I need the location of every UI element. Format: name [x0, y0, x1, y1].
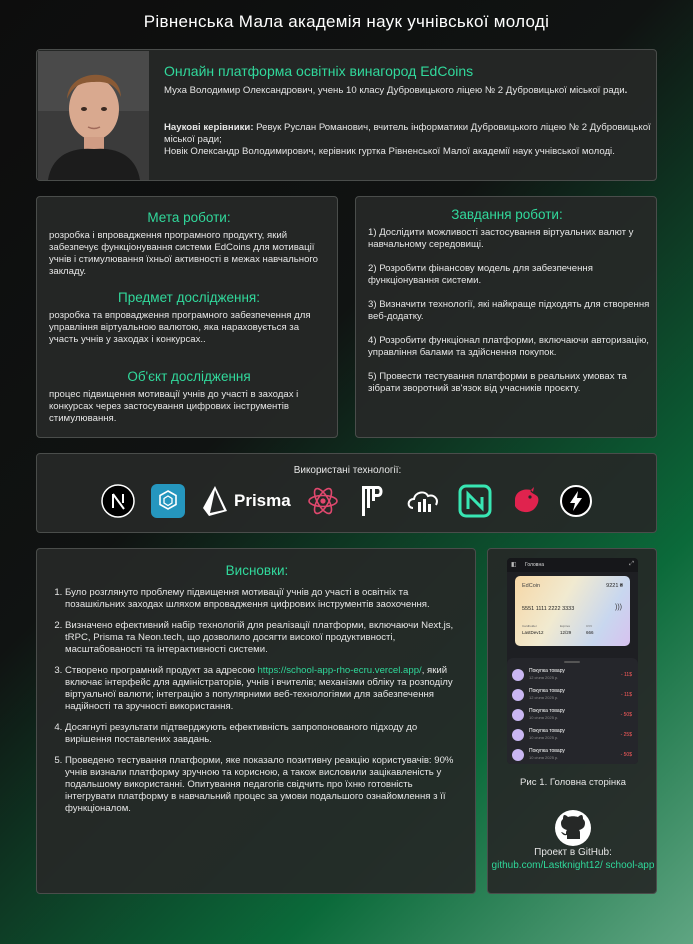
trpc-icon: [150, 483, 186, 519]
edcoin-card: EdCoin 9221 ₴ 5551 1111 2222 3333 ))) Cardholder LastDev12 Expires 12/29 CVV 666: [515, 576, 630, 646]
react-icon: [305, 483, 341, 519]
conclusion-item: 2. Визначено ефективний набір технологій для реалізації платформи, включаючи Next.js, tRPC, Prisma та Neon.tech, що дозволило досягти високої продуктивності, масштабованості та інтерактивності системи.: [65, 620, 465, 656]
object-title: Об'єкт дослідження: [127, 369, 251, 384]
github-label: Проект в GitHub:: [534, 847, 612, 858]
supervisor-1: Ревук Руслан Романович, вчитель інформатики Дубровицького ліцею № 2 Дубровицької міської ради;: [164, 122, 651, 145]
goal-text: розробка і впровадження програмного продукту, який забезпечує функціонування системи EdCoins для мотивації учнів і стимулювання їхньої активності в межах навчального закладу.: [49, 230, 319, 277]
subject-title: Предмет дослідження:: [118, 290, 260, 305]
header-card: [36, 49, 657, 181]
tasks-card: [355, 196, 657, 438]
planetscale-icon: [355, 483, 391, 519]
conclusion-item: 4. Досягнуті результати підтверджують ефективність запропонованого підходу до вирішення поставлених завдань.: [65, 722, 465, 746]
transaction-row: Покупка товару 12 січня 2025 р. - 11$: [507, 686, 638, 705]
prisma-icon: [200, 483, 296, 519]
figure-caption: Рис 1. Головна сторінка: [520, 777, 626, 788]
app-header-title: Головна: [525, 562, 544, 568]
cart-icon: [512, 669, 524, 681]
contactless-icon: ))): [615, 604, 622, 611]
supervisors-label: Наукові керівники:: [164, 122, 254, 133]
card-number: 5551 1111 2222 3333: [522, 606, 575, 612]
author-photo: [38, 51, 149, 180]
app-screenshot: [507, 558, 638, 764]
task-item: 3) Визначити технології, які найкраще підходять для створення веб-додатку.: [368, 299, 650, 322]
subject-text: розробка та впровадження програмного забезпечення для управління віртуальною валютою, яка нараховується за участь учнів у заходах і конкурсах..: [49, 310, 311, 345]
conclusions-list: [53, 587, 465, 824]
goal-title: Мета роботи:: [147, 210, 231, 225]
cloud-icon: [405, 483, 443, 519]
nestjs-icon: [508, 483, 544, 519]
card-expires: 12/29: [560, 630, 572, 635]
conclusions-title: Висновки:: [225, 563, 289, 578]
transaction-row: Покупка товару 12 січня 2025 р. - 11$: [507, 666, 638, 685]
card-brand: EdCoin: [522, 583, 541, 589]
conclusions-card: [36, 548, 476, 894]
cart-icon: [512, 729, 524, 741]
side-card: [487, 548, 657, 894]
technologies-card: [36, 453, 657, 533]
conclusion-item: 3. Створено програмний продукт за адресою https://school-app-rho-ecru.vercel.app/, який включає інтерфейс для адміністраторів, учнів і вчителів; механізми обліку та розподілу віртуальної валюти; інтеграцію з популярними веб-технологіями для забезпечення надійності та зручності використання.: [65, 665, 465, 713]
cart-icon: [512, 689, 524, 701]
goal-card: [36, 196, 338, 438]
app-topbar: [507, 558, 638, 572]
transaction-row: Покупка товару 10 січня 2025 р. - 25$: [507, 726, 638, 745]
task-item: 4) Розробити функціонал платформи, включаючи авторизацію, управління балами та здійснення покупок.: [368, 335, 649, 358]
card-cvv: 666: [586, 630, 594, 635]
prisma-label: Prisma: [234, 491, 291, 510]
github-link[interactable]: github.com/Lastknight12/ school-app: [491, 860, 655, 871]
neon-icon: [457, 483, 493, 519]
card-balance: 9221 ₴: [606, 583, 623, 589]
transaction-row: Покупка товару 10 січня 2025 р. - 50$: [507, 746, 638, 764]
nextjs-icon: [100, 483, 136, 519]
conclusion-item: 5. Проведено тестування платформи, яке показало позитивну реакцію користувачів: 90% учнів визнали платформу зручною та корисною, а також висловили зацікавленість у подальшому використанні. Опитування педагогів свідчить про їхню готовність інтегрувати платформу в навчальний процес за умови подальшого ознайомлення з її функціоналом.: [65, 755, 465, 815]
object-text: процес підвищення мотивації учнів до участі в заходах і конкурсах через застосування цифрових інструментів стимулювання.: [49, 389, 299, 424]
cart-icon: [512, 709, 524, 721]
expand-icon: ⤢: [629, 561, 634, 567]
tasks-list: [368, 227, 650, 407]
task-item: 1) Дослідити можливості застосування віртуальних валют у навчальному середовищі.: [368, 227, 634, 250]
card-holder: LastDev12: [522, 630, 544, 635]
github-icon[interactable]: [554, 809, 592, 847]
supervisor-2: Новік Олександр Володимирович, керівник гуртка Рівненської Малої академії наук учнівської молоді.: [164, 146, 615, 157]
menu-icon: ◧: [511, 562, 517, 568]
task-item: 2) Розробити фінансову модель для забезпечення функціонування системи.: [368, 263, 593, 286]
technologies-title: Використані технології:: [293, 465, 402, 476]
author-line: Муха Володимир Олександрович, учень 10 класу Дубровицького ліцею № 2 Дубровицької міської ради.: [164, 85, 628, 96]
task-item: 5) Провести тестування платформи в реальних умовах та зібрати зворотний зв'язок від учасників проєкту.: [368, 371, 627, 394]
tasks-title: Завдання роботи:: [451, 207, 563, 222]
conclusion-item: 1. Було розглянуто проблему підвищення мотивації учнів до участі в освітніх та позашкільних заходах шляхом впровадження цифрових інструментів заохочення.: [65, 587, 465, 611]
transactions-panel: [507, 658, 638, 764]
lightning-icon: [558, 483, 594, 519]
transaction-row: Покупка товару 10 січня 2025 р. - 50$: [507, 706, 638, 725]
page-title: Рівненська Мала академія наук учнівської молоді: [143, 12, 550, 31]
project-title: Онлайн платформа освітніх винагород EdCoins: [164, 63, 474, 79]
app-link[interactable]: https://school-app-rho-ecru.vercel.app/: [257, 665, 422, 676]
supervisors: [164, 122, 656, 158]
cart-icon: [512, 749, 524, 761]
